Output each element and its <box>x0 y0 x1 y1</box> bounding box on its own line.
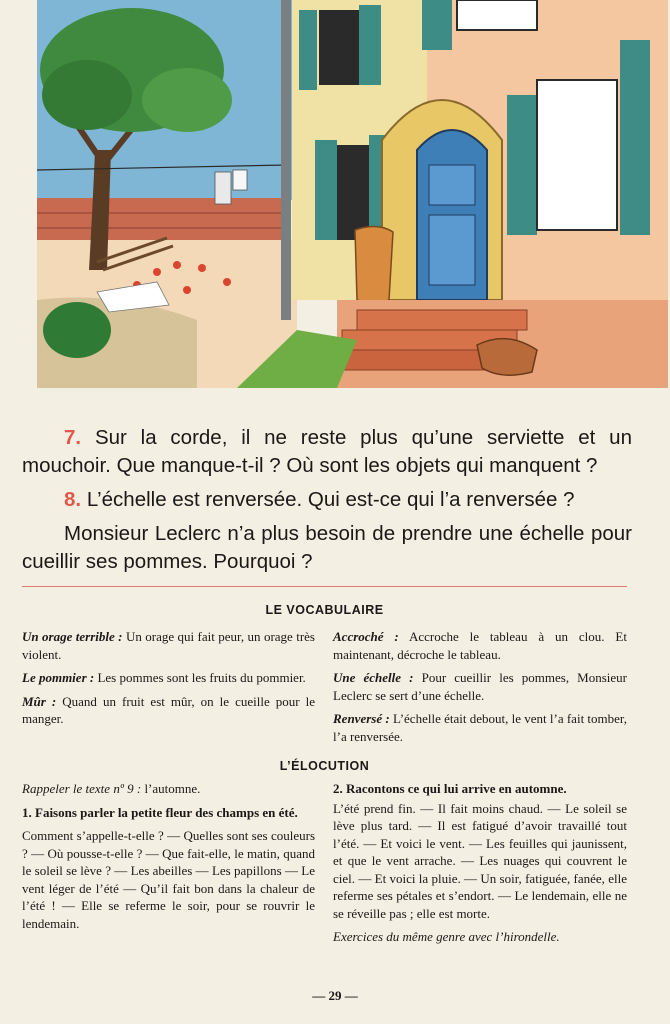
rappel-line <box>22 780 315 798</box>
question-8 <box>22 486 632 514</box>
vocab-term: Mûr : <box>22 693 57 709</box>
exercise-2-text: L’été prend fin. — Il fait moins chaud. — Le soleil se lève plus tard. — Il est fatigué d’avoir travaillé tout l’été. — Et voici le vent. — Les feuilles qui jaunissent, et que le vent arrache. — Les nuages qui couvrent le ciel. — Et voici la pluie. — Un soir, fatiguée, fanée, elle referme ses pétales et s’endort. — Le lendemain, elle ne se réveille pas ; elle est morte. <box>333 800 627 921</box>
vocab-term: Le pommier : <box>22 670 95 685</box>
rappel-text: l’automne. <box>144 781 201 796</box>
exercise-2-title: 2. Racontons ce qui lui arrive en automne. <box>333 781 567 796</box>
question-number: 8. <box>64 488 82 511</box>
divider-rule <box>22 586 627 587</box>
question-text: Monsieur Leclerc n’a plus besoin de prendre une échelle pour cueillir ses pommes. Pourquoi ? <box>22 522 632 573</box>
vocab-entry <box>333 628 627 663</box>
page-number: — 29 — <box>312 988 358 1003</box>
vocab-entry <box>333 710 627 745</box>
question-7 <box>22 424 632 480</box>
vocab-term: Une échelle : <box>333 670 414 685</box>
vocab-definition: Quand un fruit est mûr, on le cueille pour le manger. <box>22 693 316 726</box>
vocab-entry <box>333 669 627 704</box>
vocab-term: Renversé : <box>333 711 390 726</box>
illustration-house-garden <box>37 0 668 388</box>
question-number: 7. <box>64 426 82 449</box>
vocab-term: Accroché : <box>333 629 399 644</box>
elocution-title: L’ÉLOCUTION <box>279 759 370 773</box>
elocution-left-column <box>22 780 315 938</box>
vocab-definition: Les pommes sont les fruits du pommier. <box>97 670 306 685</box>
question-text: Sur la corde, il ne reste plus qu’une serviette et un mouchoir. Que manque-t-il ? Où sont les objets qui manquent ? <box>22 426 632 477</box>
vocab-definition: Un orage qui fait peur, un orage très violent. <box>22 629 315 662</box>
vocab-definition: Pour cueillir les pommes, Monsieur Leclerc se sert d’une échelle. <box>333 670 628 703</box>
vocabulary-right-column <box>333 628 627 751</box>
elocution-right-column <box>333 780 627 952</box>
closing-note: Exercices du même genre avec l’hirondelle. <box>333 929 560 944</box>
exercise-1-title: 1. Faisons parler la petite fleur des champs en été. <box>22 804 298 820</box>
vocab-entry <box>22 693 315 728</box>
vocabulary-title: LE VOCABULAIRE <box>265 603 384 617</box>
vocab-definition: Accroche le tableau à un clou. Et maintenant, décroche le tableau. <box>333 629 627 662</box>
questions <box>22 424 632 582</box>
exercise-1-text: Comment s’appelle-t-elle ? — Quelles sont ses couleurs ? — Où pousse-t-elle ? — Que fait-elle, le matin, quand le soleil se lève ? — Les abeilles — Les papillons — Le vent léger de l’été — Qu’il fait bon dans la chaleur de l’été ! — Elle se referme le soir, pour se rouvrir le lendemain. <box>22 828 315 931</box>
vocab-definition: L’échelle était debout, le vent l’a fait tomber, l’a renversée. <box>333 711 627 744</box>
vocab-entry <box>22 628 315 663</box>
vocab-entry <box>22 669 315 687</box>
rappel-label: Rappeler le texte nº 9 : <box>22 781 142 796</box>
vocabulary-left-column <box>22 628 315 734</box>
question-text: L’échelle est renversée. Qui est-ce qui l’a renversée ? <box>86 488 575 511</box>
vocab-term: Un orage terrible : <box>22 629 123 644</box>
question-leclerc <box>22 520 632 576</box>
